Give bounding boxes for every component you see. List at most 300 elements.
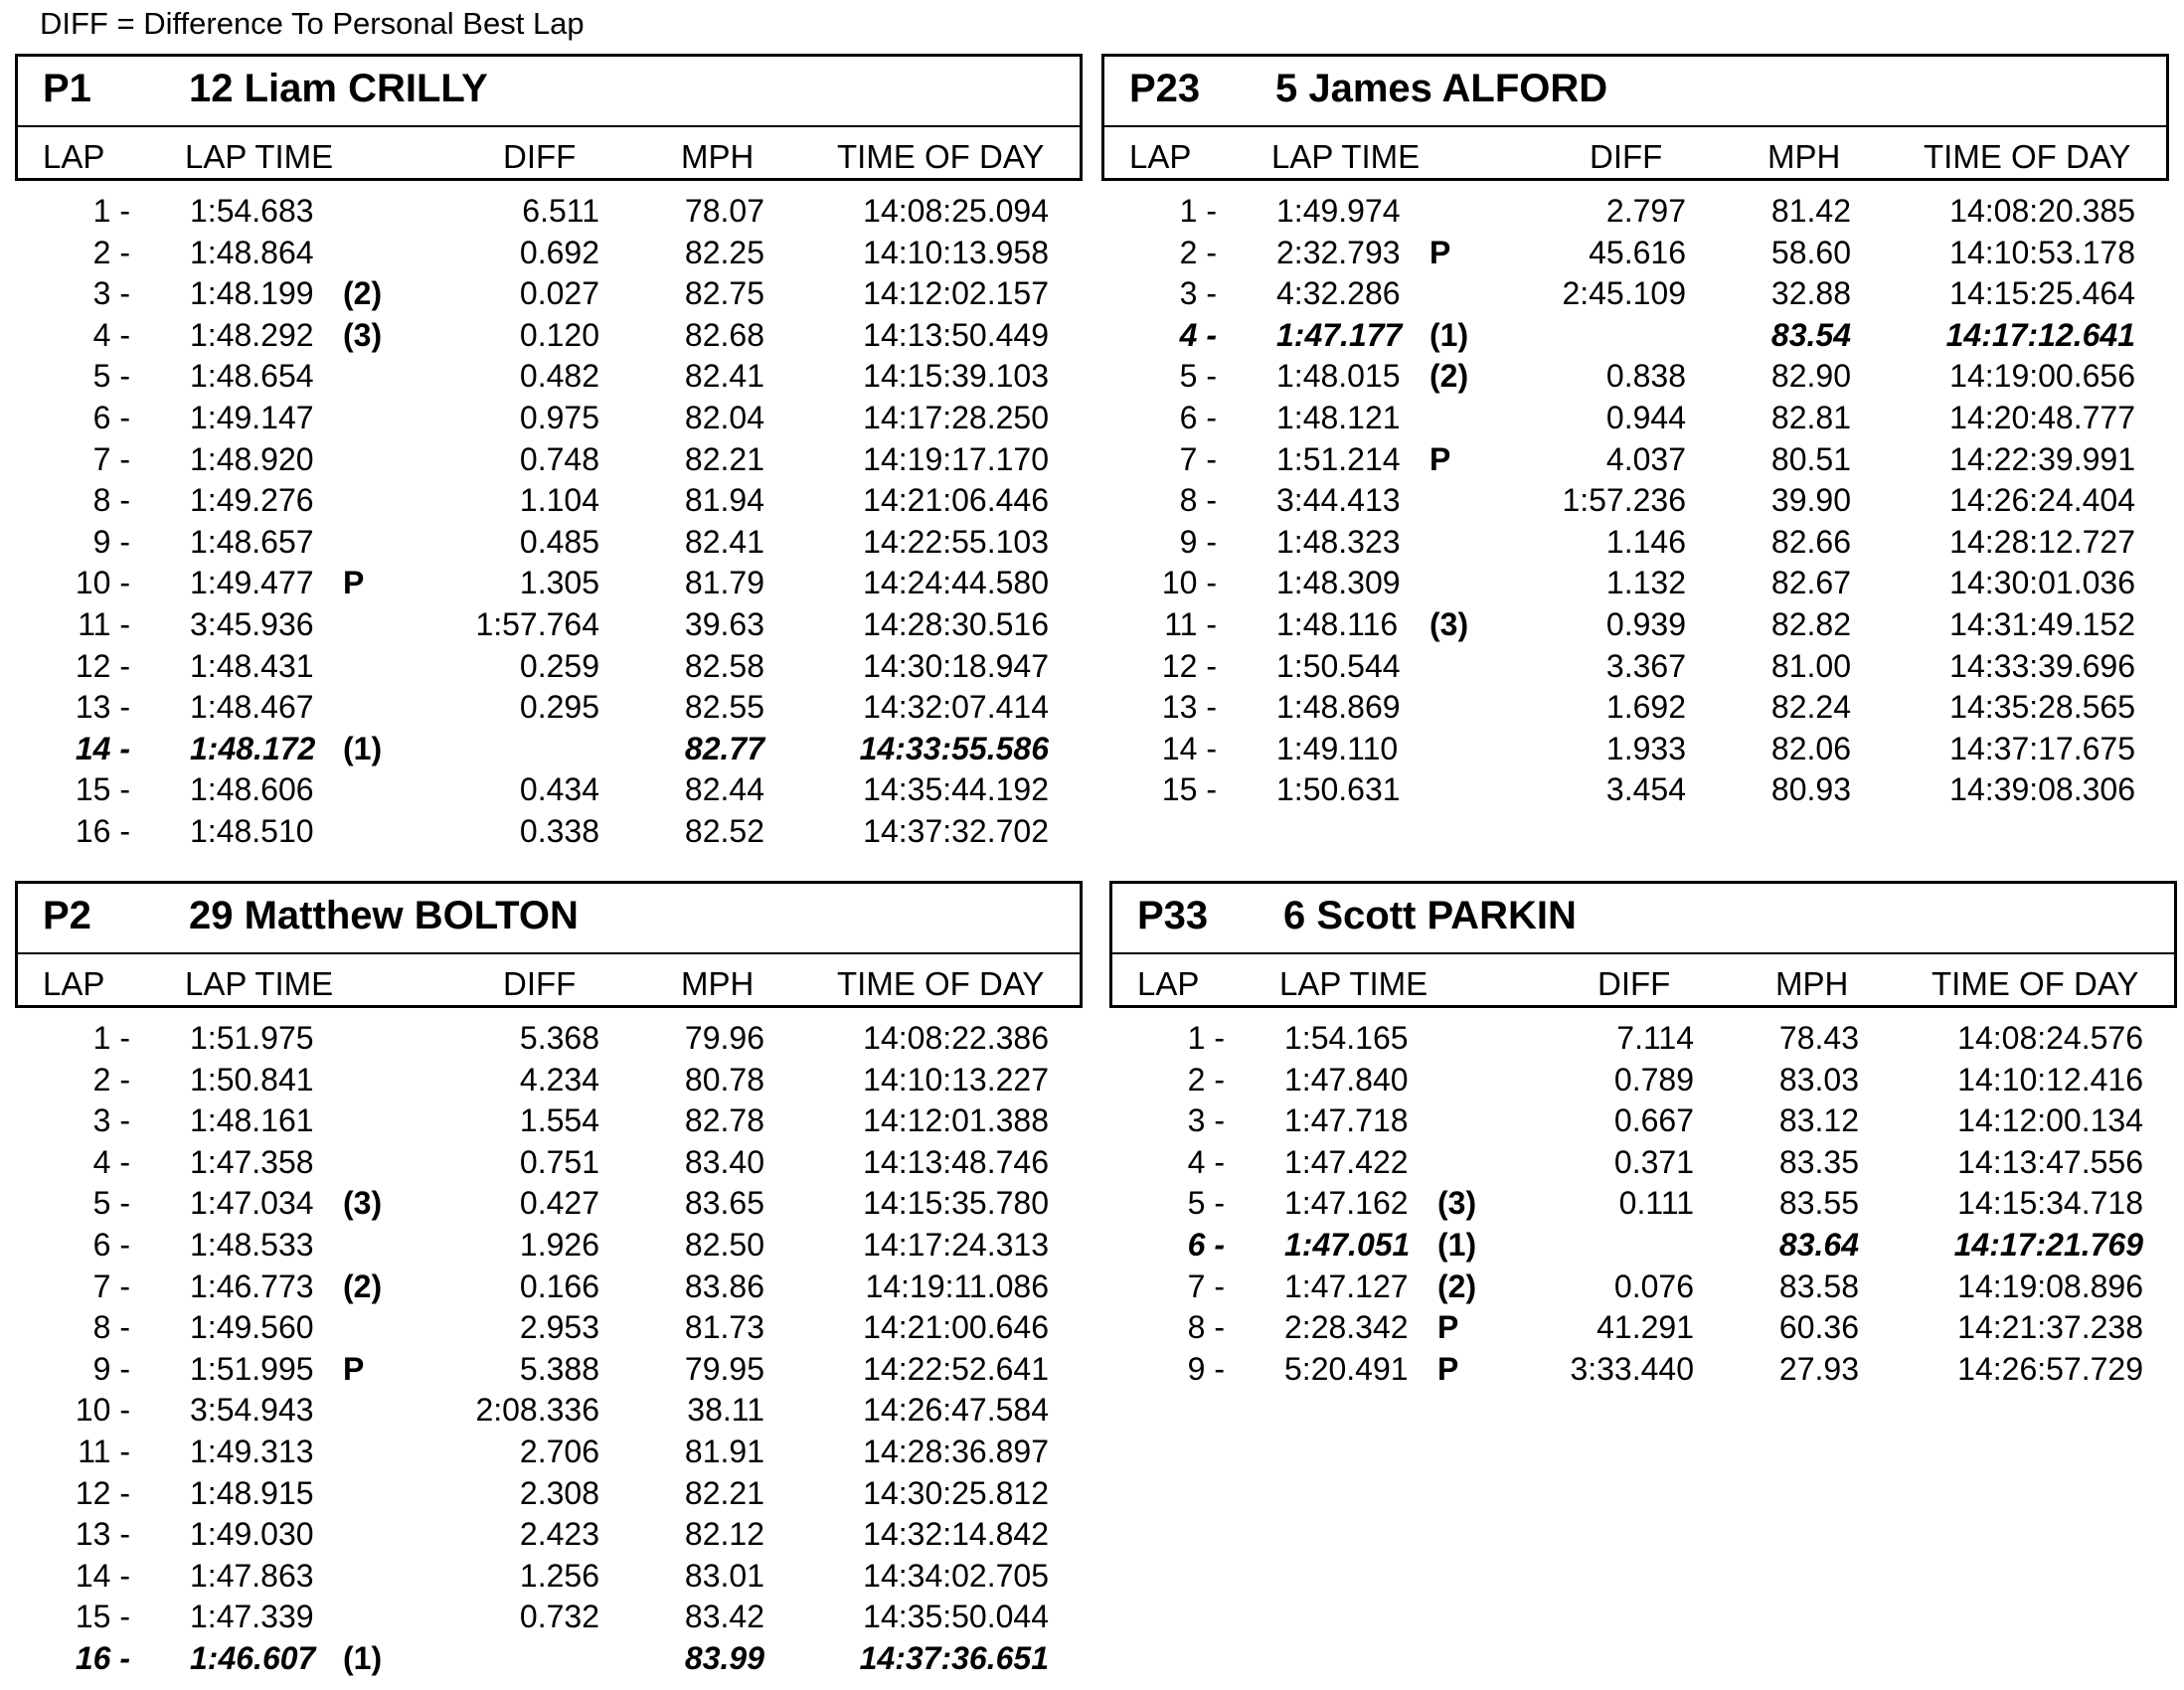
lap-time-of-day: 14:13:50.449 <box>863 316 1049 353</box>
lap-flag: (3) <box>343 316 383 353</box>
lap-time-of-day: 14:26:24.404 <box>1949 482 2135 519</box>
lap-time: 1:47.051 <box>1284 1226 1411 1263</box>
lap-number: 4 - <box>1179 316 1217 353</box>
lap-time-of-day: 14:24:44.580 <box>863 565 1049 601</box>
lap-time: 1:47.358 <box>190 1143 314 1180</box>
lap-mph: 83.03 <box>1778 1061 1859 1098</box>
lap-time-of-day: 14:37:36.651 <box>859 1639 1049 1676</box>
lap-number: 14 - <box>1161 730 1217 766</box>
col-lap-header: LAP <box>1137 965 1200 1002</box>
col-lap-time-header: LAP TIME <box>185 965 334 1002</box>
lap-number: 7 - <box>92 1268 130 1304</box>
lap-row <box>15 1349 1083 1391</box>
lap-time-of-day: 14:35:44.192 <box>863 771 1049 808</box>
lap-time: 3:54.943 <box>190 1392 314 1429</box>
lap-time: 4:32.286 <box>1276 275 1401 312</box>
lap-mph: 78.07 <box>684 193 764 229</box>
lap-diff: 3:33.440 <box>1570 1350 1694 1387</box>
lap-table <box>15 1018 1083 1680</box>
col-lap-time-header: LAP TIME <box>1271 138 1421 175</box>
col-mph-header: MPH <box>1767 138 1841 175</box>
lap-time: 1:48.323 <box>1276 523 1401 560</box>
lap-time: 1:49.560 <box>190 1309 314 1346</box>
lap-number: 16 - <box>75 1639 130 1676</box>
lap-mph: 82.68 <box>684 316 764 353</box>
lap-time-of-day: 14:35:28.565 <box>1949 689 2135 726</box>
lap-number: 14 - <box>75 730 130 766</box>
driver-panel <box>15 54 1083 853</box>
lap-time-of-day: 14:19:17.170 <box>863 440 1049 477</box>
lap-table <box>1101 191 2169 811</box>
lap-time: 1:50.631 <box>1276 771 1401 808</box>
lap-mph: 81.91 <box>684 1433 764 1469</box>
lap-time-of-day: 14:10:13.958 <box>863 234 1049 270</box>
lap-row <box>15 1307 1083 1349</box>
lap-diff: 45.616 <box>1589 234 1686 270</box>
lap-number: 11 - <box>78 605 130 642</box>
lap-number: 15 - <box>75 771 130 808</box>
lap-mph: 78.43 <box>1778 1020 1859 1056</box>
lap-mph: 83.42 <box>684 1599 764 1635</box>
lap-diff: 3.454 <box>1605 771 1686 808</box>
lap-diff: 2.953 <box>519 1309 599 1346</box>
lap-mph: 39.90 <box>1770 482 1851 519</box>
lap-number: 8 - <box>92 482 130 519</box>
lap-time: 1:48.172 <box>190 730 316 766</box>
driver-panel <box>1109 881 2177 1390</box>
lap-row <box>1109 1349 2177 1391</box>
lap-mph: 82.58 <box>684 647 764 684</box>
col-lap-header: LAP <box>43 138 105 175</box>
lap-time-of-day: 14:15:35.780 <box>863 1185 1049 1222</box>
lap-mph: 82.41 <box>684 358 764 395</box>
lap-mph: 82.50 <box>684 1226 764 1263</box>
lap-time-of-day: 14:12:00.134 <box>1957 1102 2143 1139</box>
lap-mph: 81.42 <box>1770 193 1851 229</box>
col-diff-header: DIFF <box>503 965 577 1002</box>
lap-mph: 82.12 <box>684 1516 764 1553</box>
lap-diff: 1:57.764 <box>475 605 599 642</box>
lap-time: 1:49.030 <box>190 1516 314 1553</box>
lap-mph: 81.00 <box>1770 647 1851 684</box>
lap-number: 12 - <box>1161 647 1217 684</box>
lap-row <box>1101 687 2169 729</box>
lap-diff: 5.388 <box>519 1350 599 1387</box>
lap-time: 1:47.863 <box>190 1557 314 1594</box>
lap-time: 2:28.342 <box>1284 1309 1409 1346</box>
col-diff-header: DIFF <box>1590 138 1663 175</box>
lap-time: 1:48.533 <box>190 1226 314 1263</box>
lap-time-of-day: 14:17:24.313 <box>863 1226 1049 1263</box>
lap-number: 7 - <box>1187 1268 1225 1304</box>
lap-time: 1:47.840 <box>1284 1061 1409 1098</box>
driver-title-bar <box>1112 884 2174 954</box>
lap-mph: 82.44 <box>684 771 764 808</box>
lap-time-of-day: 14:37:17.675 <box>1949 730 2135 766</box>
lap-time: 1:51.214 <box>1276 440 1401 477</box>
lap-time: 1:51.995 <box>190 1350 314 1387</box>
lap-time: 1:50.544 <box>1276 647 1401 684</box>
lap-time: 1:48.309 <box>1276 565 1401 601</box>
lap-row <box>1101 729 2169 770</box>
lap-time-of-day: 14:30:01.036 <box>1949 565 2135 601</box>
lap-row <box>1109 1183 2177 1225</box>
lap-diff: 1.554 <box>519 1102 599 1139</box>
lap-number: 1 - <box>1187 1020 1225 1056</box>
lap-mph: 82.82 <box>1770 605 1851 642</box>
lap-number: 2 - <box>1179 234 1217 270</box>
lap-time: 1:48.606 <box>190 771 314 808</box>
lap-row <box>15 233 1083 274</box>
lap-row <box>15 191 1083 233</box>
lap-row <box>15 315 1083 357</box>
lap-mph: 83.01 <box>684 1557 764 1594</box>
lap-time-of-day: 14:28:12.727 <box>1949 523 2135 560</box>
lap-row <box>1101 480 2169 522</box>
lap-number: 4 - <box>92 1143 130 1180</box>
lap-row <box>15 1514 1083 1556</box>
lap-time-of-day: 14:21:06.446 <box>863 482 1049 519</box>
finish-position: P2 <box>43 894 91 937</box>
lap-table <box>15 191 1083 853</box>
lap-time: 1:48.431 <box>190 647 314 684</box>
lap-row <box>1101 356 2169 398</box>
lap-time: 1:54.165 <box>1284 1020 1409 1056</box>
lap-mph: 83.64 <box>1778 1226 1859 1263</box>
lap-mph: 83.99 <box>684 1639 764 1676</box>
lap-number: 3 - <box>92 1102 130 1139</box>
lap-mph: 82.90 <box>1770 358 1851 395</box>
finish-position: P1 <box>43 67 91 110</box>
lap-diff: 0.485 <box>519 523 599 560</box>
lap-time-of-day: 14:33:55.586 <box>859 730 1049 766</box>
col-lap-time-header: LAP TIME <box>185 138 334 175</box>
lap-number: 9 - <box>1187 1350 1225 1387</box>
lap-time: 1:48.121 <box>1276 399 1401 435</box>
lap-time: 3:45.936 <box>190 605 314 642</box>
lap-row <box>15 273 1083 315</box>
lap-time-of-day: 14:15:25.464 <box>1949 275 2135 312</box>
lap-row <box>15 563 1083 604</box>
driver-name: 29 Matthew BOLTON <box>189 894 579 937</box>
best-lap-row <box>1109 1225 2177 1267</box>
lap-diff: 2.423 <box>519 1516 599 1553</box>
lap-row <box>15 1267 1083 1308</box>
lap-mph: 39.63 <box>684 605 764 642</box>
lap-time: 1:48.015 <box>1276 358 1401 395</box>
lap-diff: 0.371 <box>1613 1143 1694 1180</box>
lap-diff: 0.111 <box>1618 1185 1694 1222</box>
lap-diff: 1.146 <box>1605 523 1686 560</box>
lap-diff: 1.305 <box>519 565 599 601</box>
lap-time: 1:54.683 <box>190 193 314 229</box>
lap-diff: 0.027 <box>519 275 599 312</box>
lap-time: 1:49.276 <box>190 482 314 519</box>
lap-time: 1:48.292 <box>190 316 314 353</box>
driver-title-bar <box>1104 57 2166 127</box>
lap-diff: 2:45.109 <box>1562 275 1686 312</box>
lap-time: 1:49.313 <box>190 1433 314 1469</box>
lap-row <box>15 646 1083 688</box>
lap-number: 10 - <box>1161 565 1217 601</box>
lap-row <box>15 1060 1083 1101</box>
lap-row <box>15 522 1083 564</box>
best-lap-row <box>15 1638 1083 1680</box>
col-mph-header: MPH <box>681 138 755 175</box>
lap-row <box>15 1556 1083 1598</box>
lap-mph: 83.35 <box>1778 1143 1859 1180</box>
lap-time: 1:47.422 <box>1284 1143 1409 1180</box>
lap-diff: 2.706 <box>519 1433 599 1469</box>
lap-mph: 82.67 <box>1770 565 1851 601</box>
lap-time: 1:49.974 <box>1276 193 1401 229</box>
lap-number: 10 - <box>75 1392 130 1429</box>
lap-row <box>15 439 1083 481</box>
lap-flag: (2) <box>343 275 383 312</box>
lap-diff: 0.295 <box>519 689 599 726</box>
lap-number: 11 - <box>78 1433 130 1469</box>
lap-flag: (1) <box>343 1639 383 1676</box>
lap-diff: 5.368 <box>519 1020 599 1056</box>
lap-diff: 0.166 <box>519 1268 599 1304</box>
lap-time-of-day: 14:15:34.718 <box>1957 1185 2143 1222</box>
driver-title-bar <box>18 884 1080 954</box>
lap-row <box>1109 1267 2177 1308</box>
lap-mph: 82.21 <box>684 440 764 477</box>
lap-row <box>15 1390 1083 1432</box>
lap-mph: 83.86 <box>684 1268 764 1304</box>
lap-row <box>15 769 1083 811</box>
lap-time-of-day: 14:26:47.584 <box>863 1392 1049 1429</box>
lap-mph: 83.65 <box>684 1185 764 1222</box>
lap-row <box>15 687 1083 729</box>
lap-time-of-day: 14:33:39.696 <box>1949 647 2135 684</box>
lap-time-of-day: 14:28:30.516 <box>863 605 1049 642</box>
lap-flag: (1) <box>1429 316 1469 353</box>
lap-number: 13 - <box>75 1516 130 1553</box>
driver-name: 12 Liam CRILLY <box>189 67 488 110</box>
lap-row <box>1101 522 2169 564</box>
lap-flag: (3) <box>343 1185 383 1222</box>
driver-name: 6 Scott PARKIN <box>1283 894 1577 937</box>
lap-mph: 82.77 <box>684 730 764 766</box>
lap-row <box>15 1597 1083 1638</box>
lap-time-of-day: 14:10:13.227 <box>863 1061 1049 1098</box>
lap-flag: (2) <box>1429 358 1469 395</box>
panel-header <box>15 54 1083 181</box>
lap-time-of-day: 14:08:24.576 <box>1957 1020 2143 1056</box>
lap-time: 1:48.654 <box>190 358 314 395</box>
col-mph-header: MPH <box>1775 965 1849 1002</box>
lap-time-of-day: 14:26:57.729 <box>1957 1350 2143 1387</box>
lap-row <box>1101 273 2169 315</box>
lap-mph: 83.12 <box>1778 1102 1859 1139</box>
col-diff-header: DIFF <box>1597 965 1671 1002</box>
lap-row <box>15 604 1083 646</box>
lap-time-of-day: 14:12:02.157 <box>863 275 1049 312</box>
col-time-of-day-header: TIME OF DAY <box>837 138 1045 175</box>
lap-number: 15 - <box>1161 771 1217 808</box>
lap-row <box>1101 604 2169 646</box>
driver-panel <box>1101 54 2169 811</box>
lap-time-of-day: 14:22:52.641 <box>863 1350 1049 1387</box>
col-time-of-day-header: TIME OF DAY <box>1932 965 2139 1002</box>
lap-diff: 2.797 <box>1605 193 1686 229</box>
lap-time: 1:48.199 <box>190 275 314 312</box>
lap-number: 13 - <box>1161 689 1217 726</box>
lap-time-of-day: 14:21:00.646 <box>863 1309 1049 1346</box>
lap-time-of-day: 14:08:20.385 <box>1949 193 2135 229</box>
best-lap-row <box>1101 315 2169 357</box>
lap-time-of-day: 14:10:12.416 <box>1957 1061 2143 1098</box>
lap-number: 5 - <box>1179 358 1217 395</box>
lap-diff: 0.944 <box>1605 399 1686 435</box>
lap-number: 15 - <box>75 1599 130 1635</box>
lap-time: 2:32.793 <box>1276 234 1401 270</box>
lap-mph: 82.21 <box>684 1474 764 1511</box>
driver-name: 5 James ALFORD <box>1275 67 1608 110</box>
lap-diff: 0.667 <box>1613 1102 1694 1139</box>
lap-row <box>1109 1060 2177 1101</box>
lap-number: 10 - <box>75 565 130 601</box>
lap-time: 1:47.718 <box>1284 1102 1409 1139</box>
lap-time: 1:49.110 <box>1276 730 1399 766</box>
lap-mph: 80.51 <box>1770 440 1851 477</box>
lap-flag: (3) <box>1429 605 1469 642</box>
lap-time-of-day: 14:08:22.386 <box>863 1020 1049 1056</box>
lap-time: 1:49.147 <box>190 399 314 435</box>
lap-table <box>1109 1018 2177 1390</box>
lap-mph: 82.78 <box>684 1102 764 1139</box>
lap-flag: (2) <box>343 1268 383 1304</box>
lap-number: 5 - <box>1187 1185 1225 1222</box>
lap-row <box>1101 191 2169 233</box>
finish-position: P23 <box>1129 67 1201 110</box>
lap-time-of-day: 14:34:02.705 <box>863 1557 1049 1594</box>
lap-time: 1:48.657 <box>190 523 314 560</box>
lap-diff: 0.434 <box>519 771 599 808</box>
lap-mph: 80.78 <box>684 1061 764 1098</box>
lap-time-of-day: 14:17:21.769 <box>1953 1226 2143 1263</box>
lap-row <box>1101 439 2169 481</box>
lap-mph: 82.81 <box>1770 399 1851 435</box>
finish-position: P33 <box>1137 894 1209 937</box>
lap-row <box>1109 1307 2177 1349</box>
lap-mph: 82.24 <box>1770 689 1851 726</box>
lap-time-of-day: 14:12:01.388 <box>863 1102 1049 1139</box>
lap-flag: (2) <box>1437 1268 1477 1304</box>
lap-diff: 1:57.236 <box>1562 482 1686 519</box>
lap-flag: P <box>1437 1309 1459 1346</box>
lap-diff: 0.939 <box>1605 605 1686 642</box>
lap-mph: 82.52 <box>684 812 764 849</box>
lap-mph: 79.95 <box>684 1350 764 1387</box>
lap-row <box>15 356 1083 398</box>
lap-row <box>15 1183 1083 1225</box>
lap-diff: 1.692 <box>1605 689 1686 726</box>
lap-time: 1:48.920 <box>190 440 314 477</box>
lap-time: 1:48.510 <box>190 812 314 849</box>
lap-number: 11 - <box>1164 605 1217 642</box>
lap-time: 5:20.491 <box>1284 1350 1409 1387</box>
lap-flag: P <box>1429 234 1451 270</box>
lap-mph: 83.58 <box>1778 1268 1859 1304</box>
lap-time: 1:47.339 <box>190 1599 314 1635</box>
lap-time: 1:48.116 <box>1276 605 1399 642</box>
lap-time-of-day: 14:22:39.991 <box>1949 440 2135 477</box>
lap-row <box>15 398 1083 439</box>
lap-number: 1 - <box>92 1020 130 1056</box>
lap-number: 6 - <box>1187 1226 1225 1263</box>
lap-time-of-day: 14:32:14.842 <box>863 1516 1049 1553</box>
lap-flag: (3) <box>1437 1185 1477 1222</box>
lap-time: 1:50.841 <box>190 1061 314 1098</box>
lap-row <box>15 1225 1083 1267</box>
lap-time-of-day: 14:13:47.556 <box>1957 1143 2143 1180</box>
lap-mph: 58.60 <box>1770 234 1851 270</box>
lap-number: 14 - <box>75 1557 130 1594</box>
lap-number: 7 - <box>1179 440 1217 477</box>
driver-panel <box>15 881 1083 1680</box>
lap-number: 12 - <box>75 647 130 684</box>
lap-time-of-day: 14:17:12.641 <box>1945 316 2135 353</box>
lap-flag: P <box>343 565 365 601</box>
lap-diff: 0.838 <box>1605 358 1686 395</box>
lap-mph: 82.66 <box>1770 523 1851 560</box>
lap-row <box>1109 1018 2177 1060</box>
lap-number: 2 - <box>92 1061 130 1098</box>
lap-number: 1 - <box>1179 193 1217 229</box>
lap-diff: 0.732 <box>519 1599 599 1635</box>
lap-diff: 0.975 <box>519 399 599 435</box>
col-time-of-day-header: TIME OF DAY <box>1924 138 2131 175</box>
lap-mph: 83.55 <box>1778 1185 1859 1222</box>
lap-row <box>15 1142 1083 1184</box>
lap-diff: 1.104 <box>519 482 599 519</box>
lap-number: 5 - <box>92 358 130 395</box>
lap-mph: 38.11 <box>687 1392 764 1429</box>
lap-mph: 32.88 <box>1770 275 1851 312</box>
panel-header <box>1101 54 2169 181</box>
lap-time: 1:49.477 <box>190 565 314 601</box>
lap-diff: 0.076 <box>1613 1268 1694 1304</box>
col-lap-header: LAP <box>1129 138 1192 175</box>
lap-flag: P <box>343 1350 365 1387</box>
lap-time-of-day: 14:30:18.947 <box>863 647 1049 684</box>
lap-row <box>15 1100 1083 1142</box>
lap-diff: 0.259 <box>519 647 599 684</box>
lap-mph: 60.36 <box>1778 1309 1859 1346</box>
lap-mph: 27.93 <box>1778 1350 1859 1387</box>
lap-diff: 1.132 <box>1605 565 1686 601</box>
lap-number: 3 - <box>1187 1102 1225 1139</box>
lap-number: 12 - <box>75 1474 130 1511</box>
lap-time-of-day: 14:08:25.094 <box>863 193 1049 229</box>
lap-row <box>1101 233 2169 274</box>
lap-time-of-day: 14:22:55.103 <box>863 523 1049 560</box>
lap-diff: 2.308 <box>519 1474 599 1511</box>
lap-time-of-day: 14:30:25.812 <box>863 1474 1049 1511</box>
lap-diff: 7.114 <box>1616 1020 1694 1056</box>
lap-number: 9 - <box>92 523 130 560</box>
col-mph-header: MPH <box>681 965 755 1002</box>
lap-row <box>1101 563 2169 604</box>
lap-number: 4 - <box>1187 1143 1225 1180</box>
lap-time-of-day: 14:21:37.238 <box>1957 1309 2143 1346</box>
lap-diff: 1.933 <box>1605 730 1686 766</box>
lap-number: 8 - <box>92 1309 130 1346</box>
lap-mph: 83.40 <box>684 1143 764 1180</box>
